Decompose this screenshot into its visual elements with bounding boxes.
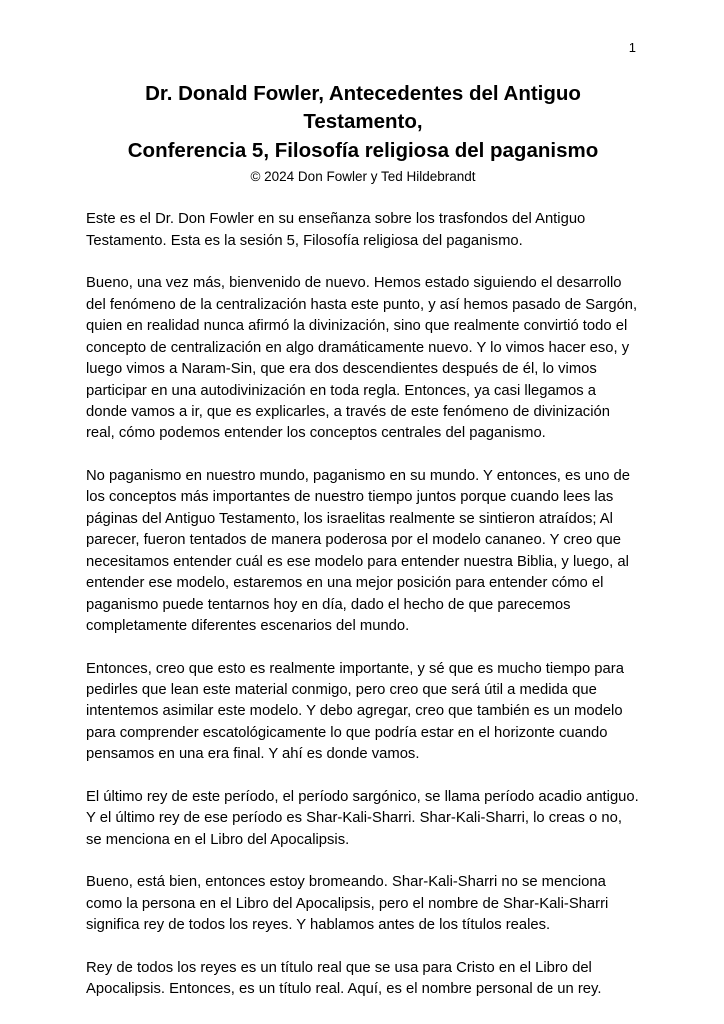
copyright-line: © 2024 Don Fowler y Ted Hildebrandt	[250, 168, 476, 184]
paragraph-7: Rey de todos los reyes es un título real que se usa para Cristo en el Libro del Apocalipsis. Entonces, es un título real. Aquí, es el nombre personal de un rey.	[86, 959, 602, 997]
paragraph-3: No paganismo en nuestro mundo, paganismo en su mundo. Y entonces, es uno de los conceptos más importantes de nuestro tiempo juntos porque cuando lees las páginas del Antiguo Testamento, los israelitas realmente se sintieron atraídos; Al parecer, fueron tentados de manera poderosa por el modelo cananeo. Y creo que necesitamos entender cuál es ese modelo para entender nuestra Biblia, y luego, al entender ese modelo, estaremos en una mejor posición para entender cómo el paganismo puede tentarnos hoy en día, dado el hecho de que parecemos completamente diferentes escenarios del mundo.	[86, 467, 631, 635]
paragraph-1: Este es el Dr. Don Fowler en su enseñanza sobre los trasfondos del Antiguo Testamento. Esta es la sesión 5, Filosofía religiosa del paganismo.	[86, 211, 586, 249]
document-body	[86, 209, 640, 1000]
document-title-line-2: Conferencia 5, Filosofía religiosa del paganismo	[127, 138, 599, 162]
title-block	[86, 80, 640, 185]
page-number: 1	[628, 40, 636, 55]
paragraph-5: El último rey de este período, el período sargónico, se llama período acadio antiguo. Y el último rey de ese período es Shar-Kali-Sharri. Shar-Kali-Sharri, lo creas o no, se menciona en el Libro del Apocalipsis.	[86, 788, 639, 848]
document-title-line-1: Dr. Donald Fowler, Antecedentes del Antiguo Testamento,	[145, 82, 581, 134]
paragraph-6: Bueno, está bien, entonces estoy bromeando. Shar-Kali-Sharri no se menciona como la persona en el Libro del Apocalipsis, pero el nombre de Shar-Kali-Sharri significa rey de todos los reyes. Y hablamos antes de los títulos reales.	[86, 874, 609, 934]
paragraph-2: Bueno, una vez más, bienvenido de nuevo. Hemos estado siguiendo el desarrollo del fenómeno de la centralización hasta este punto, y así hemos pasado de Sargón, quien en realidad nunca afirmó la divinización, sino que realmente convirtió todo el concepto de centralización en algo dramáticamente nuevo. Y lo vimos hacer eso, y luego vimos a Naram-Sin, que era dos descendientes después de él, lo vimos participar en una autodivinización en toda regla. Entonces, ya casi llegamos a donde vamos a ir, que es explicarles, a través de este fenómeno de divinización real, cómo podemos entender los conceptos centrales del paganismo.	[86, 275, 638, 442]
paragraph-4: Entonces, creo que esto es realmente importante, y sé que es mucho tiempo para pedirles que lean este material conmigo, pero creo que será útil a medida que intentemos asimilar este modelo. Y debo agregar, creo que también es un modelo para comprender escatológicamente lo que podría estar en el horizonte cuando pensamos en una era final. Y ahí es donde vamos.	[86, 660, 624, 763]
